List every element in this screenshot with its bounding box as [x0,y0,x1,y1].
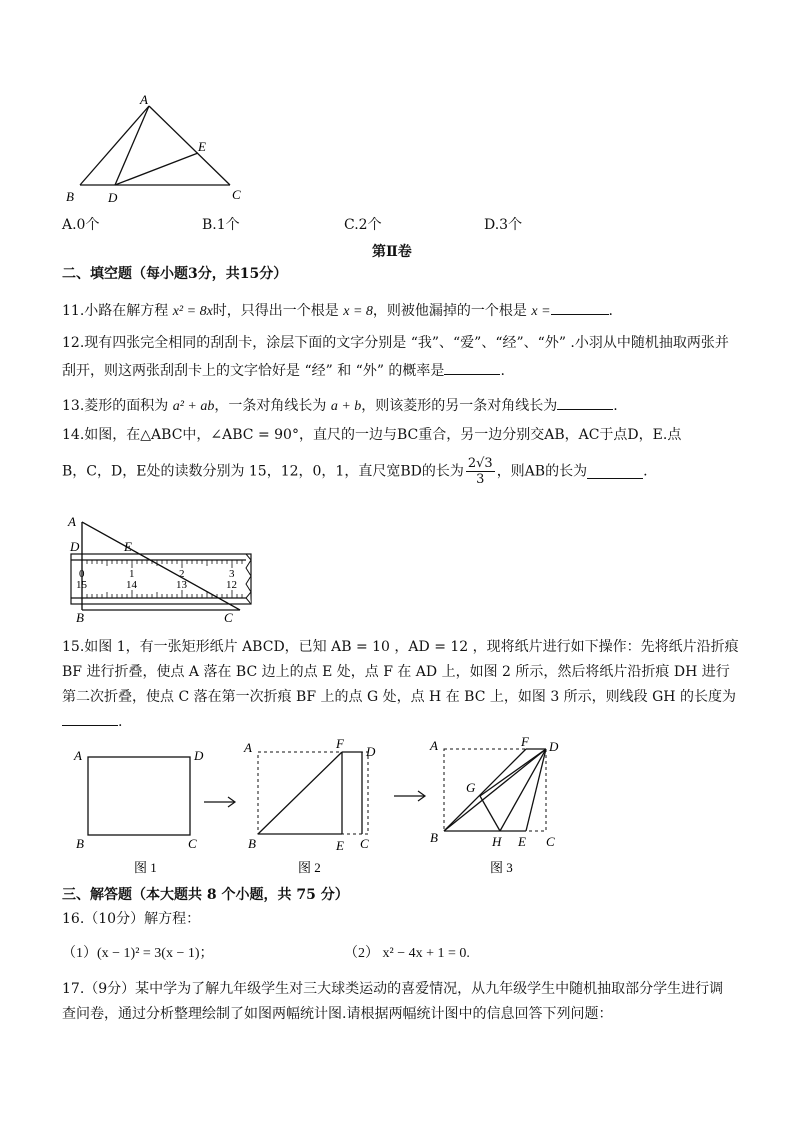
fig3-label-f: F [521,734,529,749]
ruler-bottom-15: 15 [76,579,87,591]
fig3-label-e: E [518,834,526,849]
q12-answer-blank[interactable] [444,360,500,375]
q10-option-d: D.3个 [484,217,523,233]
fig3-label-d: D [549,739,559,754]
fig3-label-b: B [430,830,438,845]
ruler-top-0: 0 [79,568,85,580]
q16-title: 16.（10分）解方程： [62,911,201,927]
q11-x: x = [531,304,551,319]
q17-line2: 查问卷，通过分析整理绘制了如图两幅统计图.请根据两幅统计图中的信息回答下列问题： [62,1006,613,1022]
q11 [62,300,613,321]
q10-triangle-figure [60,90,260,208]
q12-end: . [500,363,505,379]
q10-option-c: C.2个 [344,217,382,233]
q10-label-c: C [232,187,241,202]
q16-part1: （1）(x − 1)² = 3(x − 1)； [62,946,214,961]
fig2-label-d: D [366,744,376,759]
q15-line3: 第二次折叠，使点 C 落在第一次折痕 BF 上的点 G 处，点 H 在 BC 上，如图 3 所示，则线段 GH 的长度为 [62,689,736,705]
q10-option-b: B.1个 [202,217,240,233]
q14-line2b: ，则AB的长为 [496,463,588,480]
caption-fig1: 图 1 [134,860,157,875]
q14-end: . [643,463,648,480]
q15-blank-line [62,711,122,731]
fig1-label-d: D [194,748,204,763]
q17-line1: 17.（9分）某中学为了解九年级学生对三大球类运动的喜爱情况，从九年级学生中随机抽取部分学生进行调 [62,981,724,997]
arrow-2 [394,791,425,801]
q13-mid: ，一条对角线长为 [214,398,327,414]
q13-diag: a + b [330,399,362,414]
q10-label-e: E [198,139,206,154]
fig1-label-b: B [76,836,84,851]
q12-line2 [62,360,505,380]
caption-fig2: 图 2 [298,860,321,875]
q11-root: x = 8 [343,304,373,319]
q14-ruler-figure [60,510,260,628]
ruler-body [71,554,251,604]
q13-end: . [613,398,618,414]
q14-answer-blank[interactable] [587,464,643,479]
q13-answer-blank[interactable] [557,395,613,410]
ruler-top-1: 1 [129,568,135,580]
q14-line2a: B，C，D，E处的读数分别为 15，12，0，1，直尺宽BD的长为 [62,463,464,480]
q11-equation: x² = 8x [172,304,213,319]
q15-end: . [118,714,123,730]
q14-fraction [466,456,495,487]
q10-label-d: D [108,190,118,205]
q15-line1: 15.如图 1，有一张矩形纸片 ABCD，已知 AB = 10 ，AD = 12 ，现将纸片进行如下操作：先将纸片沿折痕 [62,639,739,655]
section3-title: 三、解答题（本大题共 8 个小题，共 75 分） [62,887,349,903]
fig2-label-b: B [248,836,256,851]
q14-label-a: A [68,514,76,529]
fig3-label-g: G [466,780,476,795]
q14-label-c: C [224,610,233,625]
q14-frac-num: 2√3 [467,456,493,471]
fig2-label-c: C [360,836,369,851]
fig1-rectangle [88,757,190,835]
q12-line1: 12.现有四张完全相同的刮刮卡，涂层下面的文字分别是 “我”、“爱”、“经”、“外” .小羽从中随机抽取两张并 [62,335,729,351]
fig3-label-h: H [492,834,502,849]
q10-option-a: A.0个 [62,217,100,233]
fig2-label-f: F [336,736,344,751]
q14-line2 [62,456,648,487]
fig1-label-c: C [188,836,197,851]
ruler-bottom-12: 12 [226,579,237,591]
ruler-top-3: 3 [229,568,235,580]
q13 [62,395,618,416]
q11-pre: 11.小路在解方程 [62,303,169,319]
q11-end: . [608,303,613,319]
section2-title: 二、填空题（每小题3分，共15分） [62,266,288,282]
q10-label-b: B [66,189,74,204]
ruler-bottom-13: 13 [176,579,187,591]
arrow-1 [204,797,235,807]
fig2-label-e: E [336,838,344,853]
fig3-label-a: A [430,738,438,753]
q14-label-d: D [70,539,80,554]
q13-post: ，则该菱形的另一条对角线长为 [361,398,558,414]
q11-mid: 时，只得出一个根是 [212,303,339,319]
q15-answer-blank[interactable] [62,711,118,726]
q14-frac-den: 3 [476,472,485,487]
q10-label-a: A [140,92,148,107]
q14-label-b: B [76,610,84,625]
q14-label-e: E [124,539,132,554]
q16-part2: （2） x² − 4x + 1 = 0. [344,946,470,961]
q15-line2: BF 进行折叠，使点 A 落在 BC 边上的点 E 处，点 F 在 AD 上，如图 2 所示，然后将纸片沿折痕 DH 进行 [62,664,730,680]
q15-figures [60,734,580,884]
ruler-top-2: 2 [179,568,185,580]
q13-pre: 13.菱形的面积为 [62,398,169,414]
caption-fig3: 图 3 [490,860,513,875]
fig3-label-c: C [546,834,555,849]
ruler-bottom-14: 14 [126,579,137,591]
q13-area: a² + ab [172,399,215,414]
q12-line2-text: 刮开，则这两张刮刮卡上的文字恰好是 “经” 和 “外” 的概率是 [62,363,445,379]
fig1-label-a: A [74,748,82,763]
fig2-label-a: A [244,740,252,755]
q11-post: ，则被他漏掉的一个根是 [372,303,527,319]
q14-line1: 14.如图，在△ABC中，∠ABC = 90°，直尺的一边与BC重合，另一边分别交AB，AC于点D，E.点 [62,427,682,443]
q11-answer-blank[interactable] [551,300,609,315]
volume-title: 第Ⅱ卷 [372,244,412,260]
